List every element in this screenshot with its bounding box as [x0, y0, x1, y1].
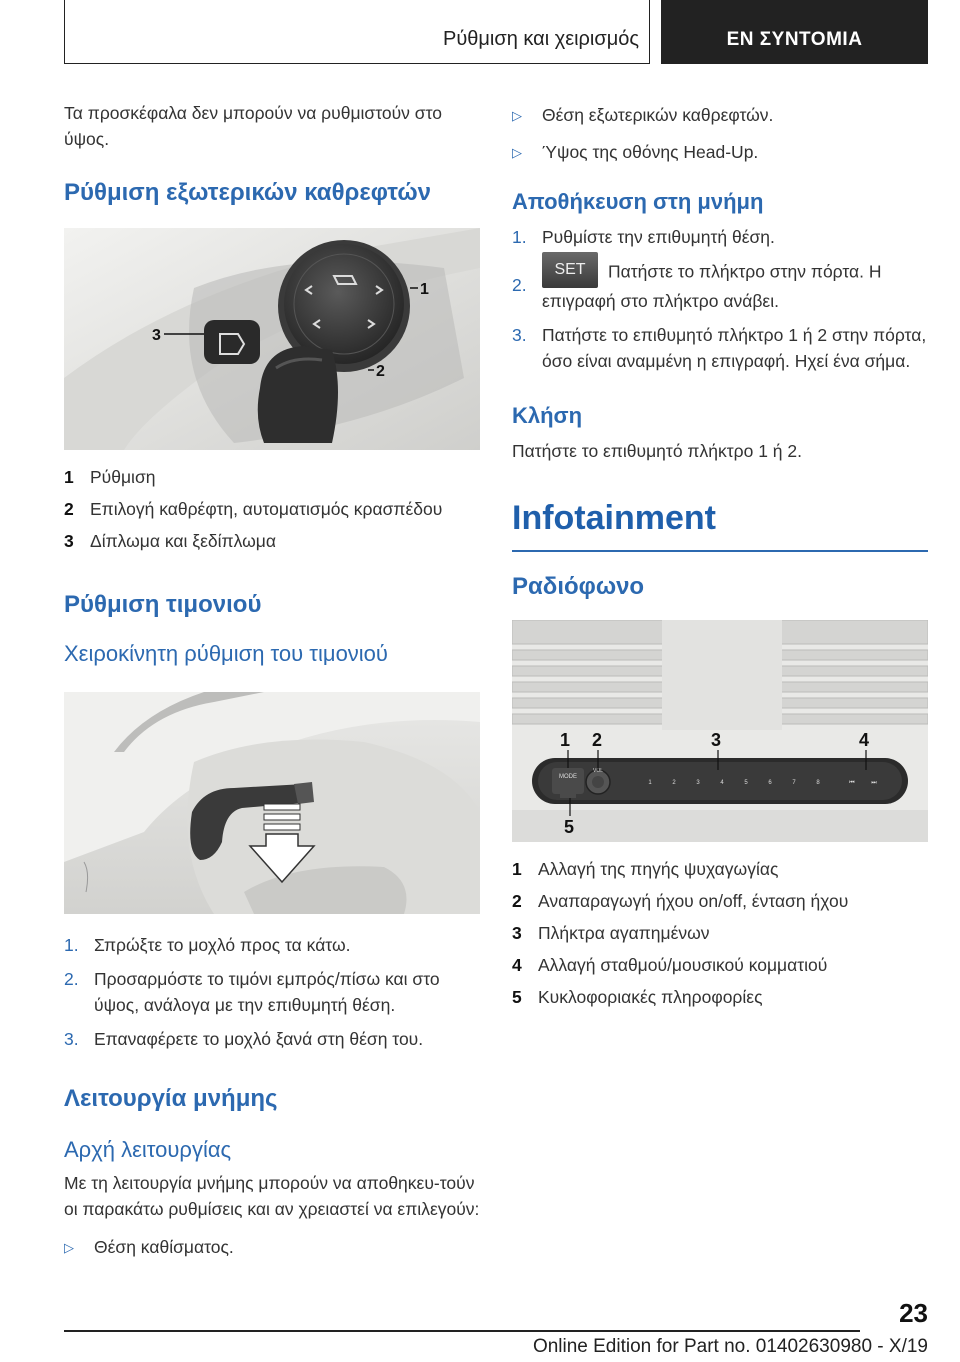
legend-item: 2 Αναπαραγωγή ήχου on/off, ένταση ήχου [512, 890, 849, 911]
steering-wheel-heading: Ρύθμιση τιμονιού [64, 591, 262, 618]
legend-item: 4 Αλλαγή σταθμού/μουσικού κομματιού [512, 954, 828, 975]
manual-steering-heading: Χειροκίνητη ρύθμιση του τιμονιού [64, 641, 388, 666]
triangle-bullet-icon: ▷ [64, 1240, 74, 1255]
radio-heading: Ραδιόφωνο [512, 572, 645, 600]
radio-callout-2: 2 [592, 729, 603, 750]
page-number: 23 [899, 1298, 928, 1328]
recall-text: Πατήστε το επιθυμητό πλήκτρο 1 ή 2. [512, 441, 802, 461]
step-item: 1. Ρυθμίστε την επιθυμητή θέση. [512, 227, 775, 247]
memory-items-right [512, 102, 928, 166]
footer-edition: Online Edition for Part no. 01402630980 - X/19 [532, 1336, 928, 1357]
radio-legend [512, 856, 928, 1010]
memory-items-left [64, 1234, 480, 1261]
mirror-control-illustration [64, 228, 480, 450]
mirror-legend [64, 464, 480, 554]
legend-item: 5 Κυκλοφοριακές πληροφορίες [512, 986, 763, 1007]
mode-key-label: MODE [559, 773, 577, 780]
vol-knob-label: VOL [592, 767, 604, 774]
triangle-bullet-icon: ▷ [512, 108, 522, 123]
memory-description: Με τη λειτουργία μνήμης μπορούν να αποθηκευ-τούν οι παρακάτω ρυθμίσεις και αν χρειαστεί να επιλεγούν: [64, 1173, 480, 1219]
radio-callout-4: 4 [859, 729, 870, 750]
preset-key-label: 7 [792, 779, 796, 786]
preset-key-label: 5 [744, 779, 748, 786]
memory-principle-heading: Αρχή λειτουργίας [64, 1137, 232, 1162]
recall-heading: Κλήση [512, 403, 583, 428]
headrest-note: Τα προσκέφαλα δεν μπορούν να ρυθμιστούν στο ύψος. [64, 103, 442, 149]
legend-item: 1 Αλλαγή της πηγής ψυχαγωγίας [512, 858, 779, 879]
preset-key-label: 6 [768, 779, 772, 786]
steering-steps [64, 932, 480, 1052]
step-item: 3. Πατήστε το επιθυμητό πλήκτρο 1 ή 2 στην πόρτα, όσο είναι αναμμένη η επιγραφή. Ηχεί ένα σήμα. [512, 325, 927, 371]
header-section-box [64, 0, 650, 64]
step-item: 2. SET Πατήστε το πλήκτρο στην πόρτα. Η επιγραφή στο πλήκτρο ανάβει. [512, 258, 928, 314]
radio-callout-1: 1 [560, 729, 571, 750]
radio-panel-illustration [512, 620, 928, 842]
memory-heading: Λειτουργία μνήμης [64, 1085, 278, 1112]
steering-lever-illustration [64, 692, 480, 914]
radio-callout-5: 5 [564, 816, 575, 837]
radio-panel-drawing [512, 620, 928, 842]
legend-item: 1 Ρύθμιση [64, 467, 156, 487]
bullet-item: ▷ Ύψος της οθόνης Head-Up. [512, 139, 928, 166]
legend-item: 2 Επιλογή καθρέφτη, αυτοματισμός κρασπέδου [64, 499, 443, 519]
header-chapter-tab [661, 0, 928, 64]
preset-key-label: 1 [648, 779, 652, 786]
bullet-item: ▷ Θέση καθίσματος. [64, 1234, 480, 1261]
preset-key-label: 2 [672, 779, 676, 786]
mirrors-heading: Ρύθμιση εξωτερικών καθρεφτών [64, 179, 431, 206]
preset-key-label: 8 [816, 779, 820, 786]
header-section-title: Ρύθμιση και χειρισμός [442, 28, 639, 50]
infotainment-rule [512, 550, 928, 552]
legend-item: 3 Πλήκτρα αγαπημένων [512, 922, 710, 943]
store-steps [512, 224, 928, 374]
mirror-control-drawing [64, 228, 480, 450]
step-item: 3. Επαναφέρετε το μοχλό ξανά στη θέση του. [64, 1029, 424, 1049]
step-item: 2. Προσαρμόστε το τιμόνι εμπρός/πίσω και στο ύψος, ανάλογα με την επιθυμητή θέση. [64, 969, 440, 1015]
mirror-callout-2: 2 [376, 363, 385, 380]
bullet-item: ▷ Θέση εξωτερικών καθρεφτών. [512, 102, 928, 129]
page-header [64, 0, 928, 64]
previous-track-icon: ⏮ [849, 779, 855, 786]
triangle-bullet-icon: ▷ [512, 145, 522, 160]
radio-callout-3: 3 [711, 729, 722, 750]
left-column [64, 100, 480, 1271]
mirror-callout-1: 1 [420, 281, 429, 298]
steering-lever-drawing [64, 692, 480, 914]
store-memory-heading: Αποθήκευση στη μνήμη [512, 189, 764, 214]
infotainment-heading: Infotainment [512, 499, 716, 537]
preset-key-label: 3 [696, 779, 700, 786]
set-button-icon: SET [542, 252, 598, 288]
next-track-icon: ⏭ [871, 779, 877, 786]
footer-rule [64, 1330, 860, 1332]
header-chapter-title: EN ΣΥΝΤΟΜΙΑ [726, 29, 863, 50]
step-item: 1. Σπρώξτε το μοχλό προς τα κάτω. [64, 935, 351, 955]
preset-key-label: 4 [720, 779, 724, 786]
mirror-callout-3: 3 [152, 327, 161, 344]
legend-item: 3 Δίπλωμα και ξεδίπλωμα [64, 531, 276, 551]
right-column [512, 100, 928, 1016]
